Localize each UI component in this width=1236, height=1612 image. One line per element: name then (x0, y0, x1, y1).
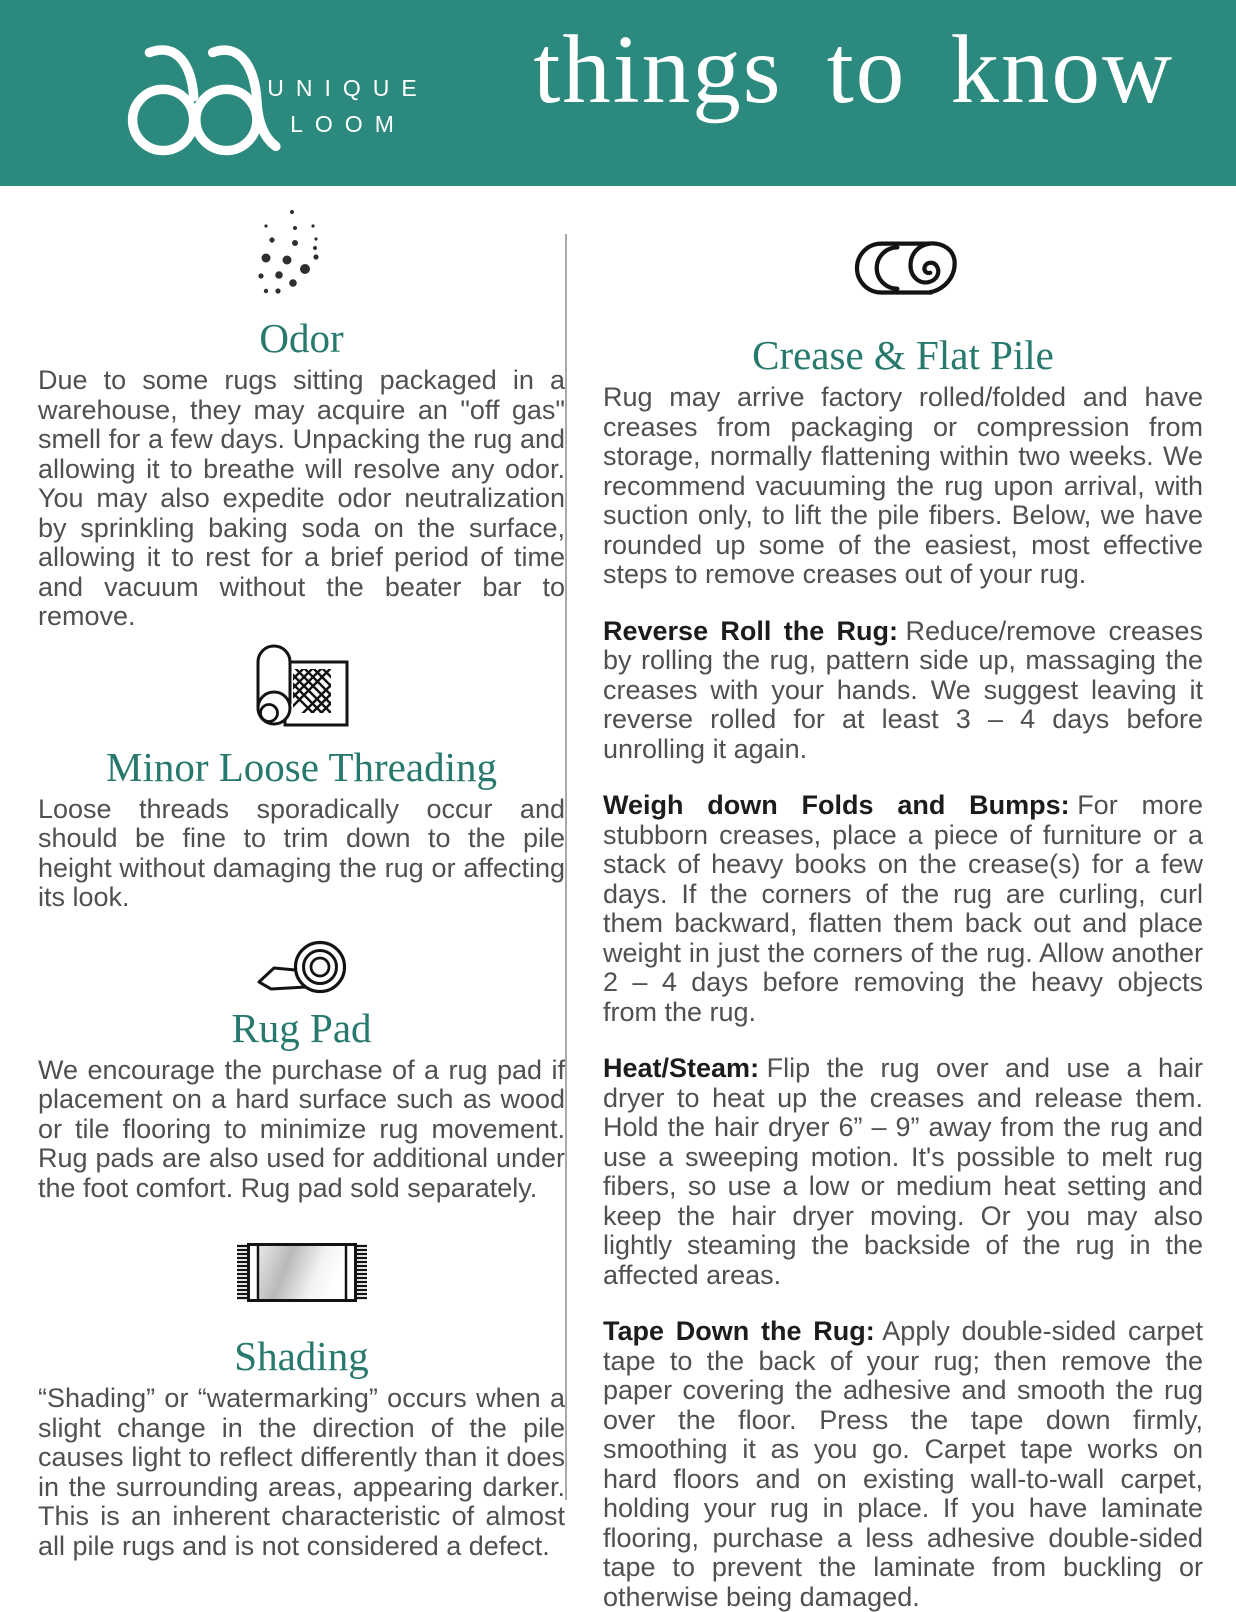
section-heading-shading: Shading (234, 1333, 369, 1379)
section-heading-threading: Minor Loose Threading (106, 743, 497, 790)
tip-reverse-roll (603, 617, 1203, 765)
section-body-crease-intro: Rug may arrive factory rolled/folded and have creases from packaging or compression from storage, normally flattening within two weeks. We recommend vacuuming the rug upon arrival, with suction only, to lift the pile fibers. Below, we have rounded up some of the easiest, most effective steps to remove creases out of your rug. (603, 382, 1203, 589)
section-heading-crease: Crease & Flat Pile (752, 332, 1054, 378)
tip-weigh-down (603, 791, 1203, 1027)
header-banner (0, 0, 1236, 186)
right-column (567, 186, 1236, 1612)
brand-line-1: UNIQUE (267, 75, 429, 101)
section-heading-odor: Odor (259, 315, 344, 361)
brand-wordmark (250, 70, 434, 142)
tip-tape-down-lead: Tape Down the Rug: (603, 1316, 875, 1346)
shaded-rug-icon (38, 1243, 565, 1303)
content-area (0, 186, 1236, 1612)
tip-tape-down (603, 1317, 1203, 1612)
rolled-rug-corner-icon (38, 640, 565, 730)
rug-roll-end-icon (603, 248, 1203, 300)
section-body-rug-pad: We encourage the purchase of a rug pad if placement on a hard surface such as wood or tile flooring to minimize rug movement. Rug pads are also used for additional under the foot comfort. Rug pad sold separately. (38, 1054, 565, 1203)
tip-weigh-down-text: For more stubborn creases, place a piece of furniture or a stack of heavy books on the crease(s) for a few days. If the corners of the rug are curling, curl them backward, flatten them back out and place weight in just the corners of the rug. Allow another 2 – 4 days before removing the heavy objects from the rug. (603, 790, 1203, 1027)
section-body-shading: “Shading” or “watermarking” occurs when a slight change in the direction of the pile causes light to reflect differently than it does in the surrounding areas, appearing darker. This is an inherent characteristic of almost all pile rugs and is not considered a defect. (38, 1383, 565, 1561)
section-heading-rug-pad: Rug Pad (231, 1004, 372, 1051)
section-body-odor: Due to some rugs sitting packaged in a warehouse, they may acquire an "off gas" smell for a few days. Unpacking the rug and allowing it to breathe will resolve any odor. You may also expedite odor neutralization by sprinkling baking soda on the surface, allowing it to rest for a brief period of time and vacuum without the beater bar to remove. (38, 365, 565, 631)
tip-reverse-roll-text: Reduce/remove creases by rolling the rug, pattern side up, massaging the creases with your hands. We suggest leaving it reverse rolled for at least 3 – 4 days before unrolling it again. (603, 615, 1203, 764)
tip-heat-steam-text: Flip the rug over and use a hair dryer to heat up the creases and release them. Hold the hair dryer 6” – 9” away from the rug and use a sweeping motion. It's possible to melt rug fibers, so use a low or medium heat setting and keep the hair dryer moving. Or you may also lightly steaming the backside of the rug in the affected areas. (603, 1053, 1203, 1290)
tape-roll-icon (38, 935, 565, 995)
brand-line-2: LOOM (290, 111, 406, 137)
tip-heat-steam-lead: Heat/Steam: (603, 1053, 760, 1083)
left-column (0, 186, 565, 1561)
section-body-threading: Loose threads sporadically occur and should be fine to trim down to the pile height without damaging the rug or affecting its look. (38, 793, 565, 912)
page-title: things to know (533, 16, 1174, 123)
tip-heat-steam (603, 1054, 1203, 1290)
tip-weigh-down-lead: Weigh down Folds and Bumps: (603, 790, 1070, 820)
tip-tape-down-text: Apply double-sided carpet tape to the back of your rug; then remove the paper covering the adhesive and smooth the rug over the floor. Press the tape down firmly, smoothing it as you go. Carpet tape works on hard floors and on existing wall-to-wall carpet, holding your rug in place. If you have laminate flooring, purchase a less adhesive double-sided tape to prevent the laminate from buckling or otherwise being damaged. (603, 1316, 1204, 1612)
tip-reverse-roll-lead: Reverse Roll the Rug: (603, 615, 898, 646)
odor-particles-icon (38, 205, 565, 311)
